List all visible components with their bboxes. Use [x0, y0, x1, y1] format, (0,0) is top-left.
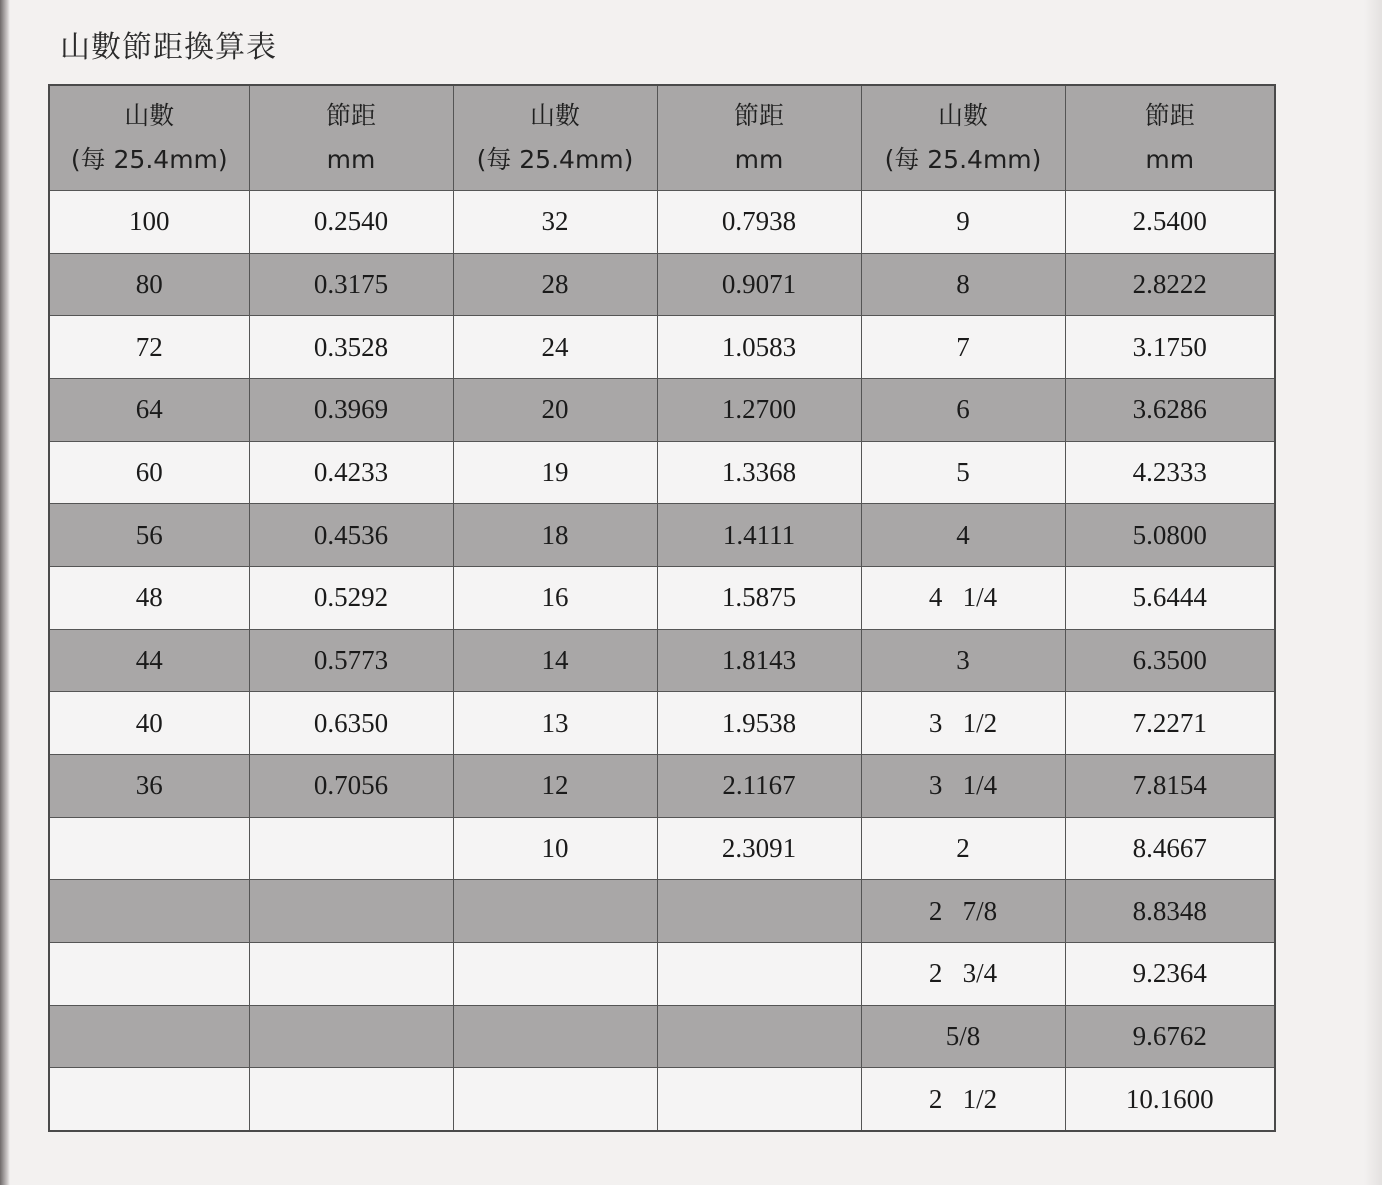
- cell-pitch-2: 1.9538: [657, 692, 861, 755]
- table-row: [49, 880, 1275, 943]
- cell-pitch-2: 2.1167: [657, 754, 861, 817]
- cell-pitch-3: 10.1600: [1065, 1068, 1275, 1131]
- cell-threads-1: [49, 1005, 249, 1068]
- cell-pitch-3: 2.5400: [1065, 191, 1275, 254]
- cell-threads-1: 44: [49, 629, 249, 692]
- cell-threads-1: [49, 817, 249, 880]
- cell-threads-3: 4 1/4: [861, 566, 1065, 629]
- cell-pitch-3: 6.3500: [1065, 629, 1275, 692]
- cell-threads-1: [49, 942, 249, 1005]
- cell-threads-1: 100: [49, 191, 249, 254]
- cell-threads-2: [453, 880, 657, 943]
- table-row: [49, 754, 1275, 817]
- header-pitch-mm-2: 節距 mm: [657, 85, 861, 191]
- cell-pitch-3: 5.0800: [1065, 504, 1275, 567]
- cell-pitch-3: 4.2333: [1065, 441, 1275, 504]
- cell-pitch-2: 1.4111: [657, 504, 861, 567]
- table-row: [49, 817, 1275, 880]
- table-row: [49, 1068, 1275, 1131]
- header-threads-per-inch-3: 山數 (每 25.4mm): [861, 85, 1065, 191]
- cell-pitch-3: 5.6444: [1065, 566, 1275, 629]
- cell-pitch-1: [249, 817, 453, 880]
- cell-threads-2: 20: [453, 378, 657, 441]
- cell-pitch-3: 7.8154: [1065, 754, 1275, 817]
- table-row: [49, 378, 1275, 441]
- header-threads-per-inch-2: 山數 (每 25.4mm): [453, 85, 657, 191]
- cell-threads-2: 10: [453, 817, 657, 880]
- cell-pitch-2: 2.3091: [657, 817, 861, 880]
- cell-threads-3: 5/8: [861, 1005, 1065, 1068]
- cell-threads-3: 9: [861, 191, 1065, 254]
- cell-threads-2: 13: [453, 692, 657, 755]
- cell-pitch-3: 8.8348: [1065, 880, 1275, 943]
- cell-threads-3: 2 3/4: [861, 942, 1065, 1005]
- header-pitch-mm-1: 節距 mm: [249, 85, 453, 191]
- cell-threads-2: 16: [453, 566, 657, 629]
- cell-threads-2: 14: [453, 629, 657, 692]
- cell-pitch-1: 0.2540: [249, 191, 453, 254]
- cell-threads-1: 36: [49, 754, 249, 817]
- cell-threads-1: [49, 880, 249, 943]
- cell-threads-3: 7: [861, 316, 1065, 379]
- cell-pitch-1: 0.5292: [249, 566, 453, 629]
- cell-threads-3: 2 1/2: [861, 1068, 1065, 1131]
- table-row: [49, 504, 1275, 567]
- cell-pitch-2: 0.9071: [657, 253, 861, 316]
- table-row: [49, 316, 1275, 379]
- cell-pitch-1: [249, 1068, 453, 1131]
- header-threads-per-inch-1: 山數 (每 25.4mm): [49, 85, 249, 191]
- cell-pitch-2: 1.0583: [657, 316, 861, 379]
- cell-pitch-1: 0.3175: [249, 253, 453, 316]
- cell-pitch-1: 0.7056: [249, 754, 453, 817]
- table-row: [49, 629, 1275, 692]
- cell-pitch-2: 1.2700: [657, 378, 861, 441]
- cell-threads-2: [453, 1005, 657, 1068]
- cell-threads-2: [453, 1068, 657, 1131]
- cell-pitch-2: [657, 1005, 861, 1068]
- cell-pitch-3: 9.2364: [1065, 942, 1275, 1005]
- table-row: [49, 191, 1275, 254]
- cell-threads-1: 40: [49, 692, 249, 755]
- table-row: [49, 253, 1275, 316]
- cell-pitch-3: 8.4667: [1065, 817, 1275, 880]
- cell-threads-3: 2: [861, 817, 1065, 880]
- header-pitch-mm-3: 節距 mm: [1065, 85, 1275, 191]
- thread-pitch-conversion-table: [48, 84, 1276, 1132]
- page-right-edge: [1364, 0, 1382, 1185]
- cell-pitch-2: 1.5875: [657, 566, 861, 629]
- cell-pitch-2: 1.3368: [657, 441, 861, 504]
- cell-threads-2: 19: [453, 441, 657, 504]
- cell-threads-1: 64: [49, 378, 249, 441]
- cell-pitch-3: 2.8222: [1065, 253, 1275, 316]
- cell-pitch-1: 0.3528: [249, 316, 453, 379]
- cell-pitch-1: [249, 1005, 453, 1068]
- cell-threads-2: [453, 942, 657, 1005]
- cell-threads-3: 3 1/2: [861, 692, 1065, 755]
- table-header-row: [49, 85, 1275, 191]
- cell-threads-2: 18: [453, 504, 657, 567]
- cell-threads-3: 2 7/8: [861, 880, 1065, 943]
- cell-threads-1: 72: [49, 316, 249, 379]
- table-row: [49, 566, 1275, 629]
- table-row: [49, 942, 1275, 1005]
- cell-threads-2: 32: [453, 191, 657, 254]
- page-title: 山數節距換算表: [60, 30, 277, 65]
- cell-pitch-1: 0.4536: [249, 504, 453, 567]
- cell-pitch-3: 9.6762: [1065, 1005, 1275, 1068]
- cell-pitch-2: [657, 880, 861, 943]
- cell-threads-3: 5: [861, 441, 1065, 504]
- cell-threads-3: 4: [861, 504, 1065, 567]
- cell-pitch-1: 0.5773: [249, 629, 453, 692]
- cell-threads-1: [49, 1068, 249, 1131]
- table-row: [49, 441, 1275, 504]
- cell-threads-3: 8: [861, 253, 1065, 316]
- cell-pitch-2: 1.8143: [657, 629, 861, 692]
- cell-threads-1: 80: [49, 253, 249, 316]
- cell-threads-3: 6: [861, 378, 1065, 441]
- cell-pitch-1: 0.4233: [249, 441, 453, 504]
- cell-threads-3: 3: [861, 629, 1065, 692]
- table-row: [49, 1005, 1275, 1068]
- cell-pitch-2: [657, 942, 861, 1005]
- table-row: [49, 692, 1275, 755]
- cell-pitch-3: 3.6286: [1065, 378, 1275, 441]
- cell-threads-1: 48: [49, 566, 249, 629]
- cell-pitch-1: 0.3969: [249, 378, 453, 441]
- cell-threads-3: 3 1/4: [861, 754, 1065, 817]
- cell-threads-2: 12: [453, 754, 657, 817]
- cell-pitch-1: [249, 880, 453, 943]
- cell-pitch-2: 0.7938: [657, 191, 861, 254]
- page-binding-edge: [0, 0, 10, 1185]
- cell-threads-1: 60: [49, 441, 249, 504]
- cell-threads-2: 28: [453, 253, 657, 316]
- cell-pitch-2: [657, 1068, 861, 1131]
- cell-threads-2: 24: [453, 316, 657, 379]
- cell-threads-1: 56: [49, 504, 249, 567]
- conversion-table-container: [48, 84, 1274, 1132]
- cell-pitch-1: 0.6350: [249, 692, 453, 755]
- cell-pitch-1: [249, 942, 453, 1005]
- cell-pitch-3: 3.1750: [1065, 316, 1275, 379]
- cell-pitch-3: 7.2271: [1065, 692, 1275, 755]
- table-body: [49, 191, 1275, 1132]
